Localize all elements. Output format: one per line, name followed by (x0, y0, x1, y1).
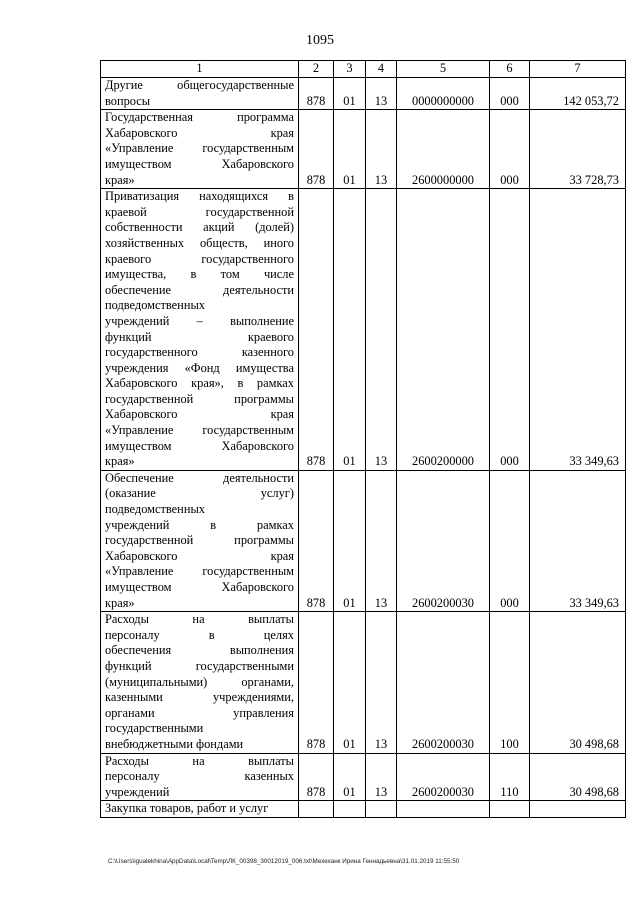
amount-cell: 30 498,68 (530, 753, 626, 801)
subsection-code-cell: 13 (366, 612, 397, 753)
expense-type-cell (490, 801, 530, 818)
expense-name-line: (муниципальными) органами, (105, 674, 294, 689)
expense-name-line: подведомственных (105, 298, 205, 313)
expense-name-line: собственности акций (долей) (105, 220, 294, 235)
expense-name-line: обеспечения выполнения (105, 643, 294, 658)
expense-name-cell (101, 78, 299, 110)
expense-name-line: «Управление государственным (105, 564, 294, 579)
expense-name-line: Хабаровского края», в рамках (105, 376, 294, 391)
section-code-cell (334, 801, 366, 818)
expense-name-line: государственной программы (105, 533, 294, 548)
column-header: 4 (366, 61, 397, 78)
expense-name-line: хозяйственных обществ, иного (105, 235, 294, 250)
ministry-code-cell: 878 (299, 110, 334, 189)
expense-name-line: «Управление государственным (105, 423, 294, 438)
expense-name-line: Закупка товаров, работ и услуг (105, 801, 269, 816)
page-number: 1095 (306, 33, 334, 48)
section-code-cell: 01 (334, 470, 366, 611)
expense-name-line: казенными учреждениями, (105, 690, 294, 705)
amount-cell: 33 349,63 (530, 470, 626, 611)
expense-name-line: имуществом Хабаровского (105, 156, 294, 171)
expense-name-line: краевой государственной (105, 204, 294, 219)
expense-name-line: имуществом Хабаровского (105, 580, 294, 594)
expense-name-line: Обеспечение деятельности (105, 470, 294, 485)
budget-table (100, 60, 626, 818)
ministry-code-cell: 878 (299, 753, 334, 801)
table-row (101, 470, 626, 611)
file-path-footer: C:\Users\igualekhina\AppData\Local\Temp\ЛК_00398_30012019_006.txt\Мехеханк Ирина Геннадьевна\31.01.2019 11:55:50 (108, 858, 460, 865)
expense-name-line: Хабаровского края (105, 125, 294, 140)
expense-name-line: внебюджетными фондами (105, 736, 244, 751)
amount-cell: 33 349,63 (530, 189, 626, 471)
section-code-cell: 01 (334, 189, 366, 471)
table-row (101, 753, 626, 801)
target-article-cell: 2600200000 (397, 189, 490, 471)
ministry-code-cell: 878 (299, 612, 334, 753)
ministry-code-cell: 878 (299, 78, 334, 110)
target-article-cell: 2600000000 (397, 110, 490, 189)
expense-name-line: государственной программы (105, 391, 294, 406)
subsection-code-cell: 13 (366, 189, 397, 471)
column-header: 5 (397, 61, 490, 78)
expense-name-line: Хабаровского края (105, 407, 294, 422)
column-header: 2 (299, 61, 334, 78)
expense-name-line: подведомственных (105, 502, 205, 517)
expense-name-cell (101, 753, 299, 801)
subsection-code-cell: 13 (366, 110, 397, 189)
table-row (101, 612, 626, 753)
table-row (101, 110, 626, 189)
expense-name-line: Приватизация находящихся в (105, 189, 294, 204)
expense-name-line: имущества, в том числе (105, 267, 294, 282)
expense-type-cell: 100 (490, 612, 530, 753)
expense-type-cell: 000 (490, 110, 530, 189)
ministry-code-cell: 878 (299, 189, 334, 471)
target-article-cell: 2600200030 (397, 612, 490, 753)
expense-name-line: функций государственными (105, 658, 294, 673)
expense-name-line: персоналу казенных (105, 769, 294, 784)
expense-name-line: функций краевого (105, 329, 294, 344)
subsection-code-cell (366, 801, 397, 818)
expense-name-line: Расходы на выплаты (105, 753, 294, 768)
section-code-cell: 01 (334, 78, 366, 110)
expense-name-line: государственного казенного (105, 345, 294, 360)
expense-name-cell (101, 801, 299, 818)
column-header: 3 (334, 61, 366, 78)
expense-name-line: обеспечение деятельности (105, 282, 294, 297)
column-header: 7 (530, 61, 626, 78)
amount-cell: 33 728,73 (530, 110, 626, 189)
expense-name-line: учреждения «Фонд имущества (105, 360, 294, 375)
expense-name-line: органами управления (105, 705, 294, 720)
ministry-code-cell: 878 (299, 470, 334, 611)
table-header-row (101, 61, 626, 78)
section-code-cell: 01 (334, 612, 366, 753)
expense-name-line: края» (105, 172, 135, 187)
expense-name-line: учреждений в рамках (105, 517, 294, 532)
expense-name-line: Другие общегосударственные (105, 78, 294, 92)
target-article-cell: 2600200030 (397, 470, 490, 611)
expense-name-line: вопросы (105, 93, 151, 108)
expense-type-cell: 000 (490, 78, 530, 110)
subsection-code-cell: 13 (366, 78, 397, 110)
section-code-cell: 01 (334, 753, 366, 801)
expense-name-cell (101, 612, 299, 753)
expense-type-cell: 110 (490, 753, 530, 801)
expense-name-line: государственными (105, 721, 204, 736)
expense-name-line: Расходы на выплаты (105, 612, 294, 627)
target-article-cell (397, 801, 490, 818)
expense-name-line: Государственная программа (105, 110, 294, 125)
amount-cell: 142 053,72 (530, 78, 626, 110)
table-row (101, 78, 626, 110)
subsection-code-cell: 13 (366, 753, 397, 801)
expense-name-line: (оказание услуг) (105, 486, 294, 501)
expense-name-cell (101, 110, 299, 189)
target-article-cell: 2600200030 (397, 753, 490, 801)
expense-type-cell: 000 (490, 189, 530, 471)
amount-cell: 30 498,68 (530, 612, 626, 753)
expense-name-line: имуществом Хабаровского (105, 438, 294, 453)
expense-name-line: учреждений – выполнение (105, 313, 294, 328)
expense-type-cell: 000 (490, 470, 530, 611)
expense-name-line: «Управление государственным (105, 141, 294, 156)
column-header: 6 (490, 61, 530, 78)
expense-name-line: края» (105, 454, 135, 469)
expense-name-line: Хабаровского края (105, 548, 294, 563)
subsection-code-cell: 13 (366, 470, 397, 611)
section-code-cell: 01 (334, 110, 366, 189)
expense-name-line: учреждений (105, 784, 170, 799)
expense-name-cell (101, 470, 299, 611)
expense-name-cell (101, 189, 299, 471)
column-header: 1 (101, 61, 299, 78)
table-row (101, 801, 626, 818)
expense-name-line: краевого государственного (105, 251, 294, 266)
table-row (101, 189, 626, 471)
ministry-code-cell (299, 801, 334, 818)
expense-name-line: персоналу в целях (105, 627, 294, 642)
expense-name-line: края» (105, 595, 135, 610)
target-article-cell: 0000000000 (397, 78, 490, 110)
amount-cell (530, 801, 626, 818)
